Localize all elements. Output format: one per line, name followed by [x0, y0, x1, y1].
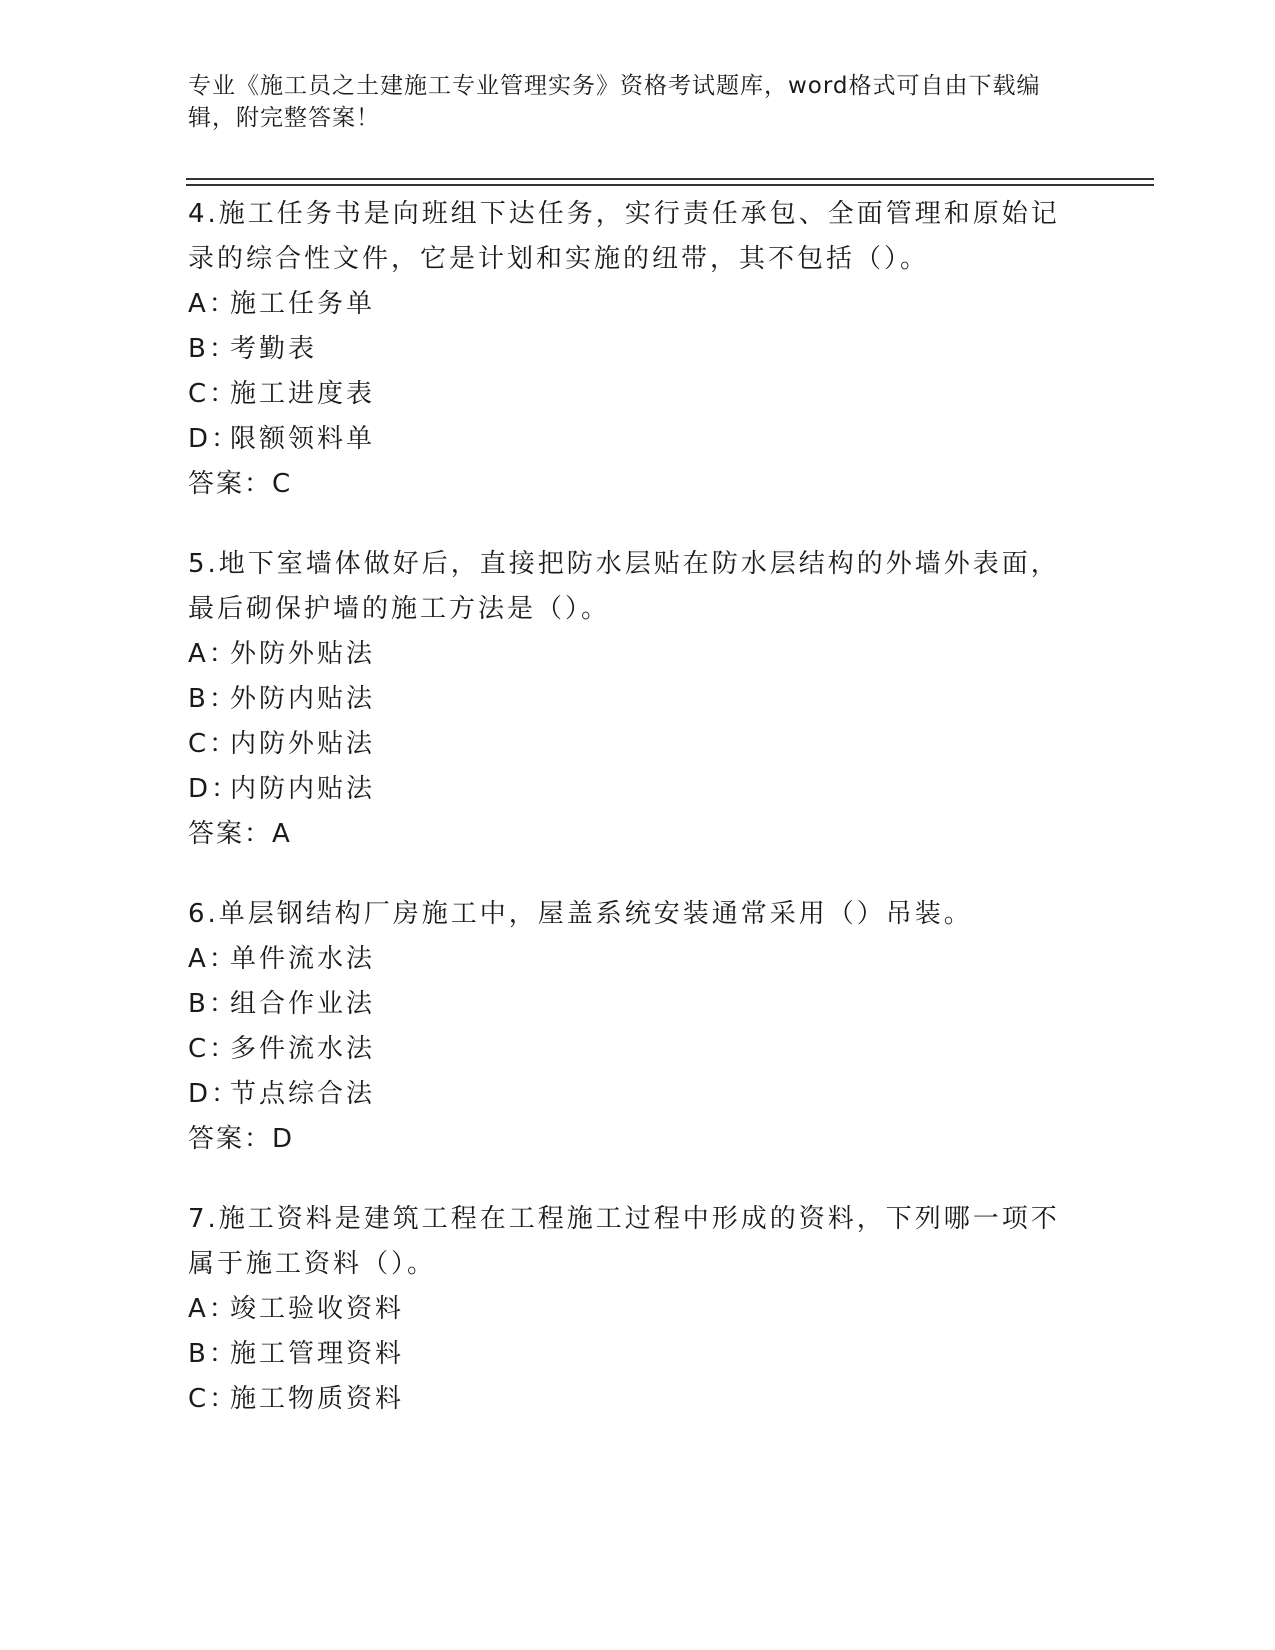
- option-text: 组合作业法: [230, 989, 376, 1019]
- option-letter: B：: [188, 334, 238, 364]
- question-text-line: 4.施工任务书是向班组下达任务，实行责任承包、全面管理和原始记: [188, 199, 1060, 229]
- option-c: [188, 1027, 1068, 1072]
- option-letter: A：: [188, 1294, 238, 1324]
- question-item: [188, 1197, 1068, 1422]
- option-a: [188, 282, 1068, 327]
- option-text: 内防外贴法: [230, 729, 376, 759]
- option-text: 多件流水法: [230, 1034, 376, 1064]
- question-text-line: 最后砌保护墙的施工方法是（）。: [188, 594, 611, 624]
- option-letter: C：: [188, 729, 239, 759]
- option-d: [188, 1072, 1068, 1117]
- option-text: 限额领料单: [230, 424, 376, 454]
- question-item: [188, 192, 1068, 507]
- question-text-line: 5.地下室墙体做好后，直接把防水层贴在防水层结构的外墙外表面，: [188, 549, 1060, 579]
- option-a: [188, 937, 1068, 982]
- option-letter: D：: [188, 1079, 241, 1109]
- header-line-1: 专业《施工员之土建施工专业管理实务》资格考试题库，word格式可自由下载编: [188, 73, 1041, 99]
- question-item: [188, 542, 1068, 857]
- option-letter: D：: [188, 424, 241, 454]
- option-letter: B：: [188, 1339, 238, 1369]
- option-letter: D：: [188, 774, 241, 804]
- option-text: 外防外贴法: [230, 639, 376, 669]
- question-item: [188, 892, 1068, 1162]
- option-text: 竣工验收资料: [230, 1294, 405, 1324]
- option-letter: C：: [188, 1384, 239, 1414]
- option-c: [188, 372, 1068, 417]
- question-text-line: 录的综合性文件，它是计划和实施的纽带，其不包括（）。: [188, 244, 930, 274]
- option-letter: C：: [188, 1034, 239, 1064]
- document-header: [188, 70, 1068, 134]
- option-text: 单件流水法: [230, 944, 376, 974]
- answer-line: 答案：D: [188, 1124, 295, 1154]
- option-b: [188, 677, 1068, 722]
- option-letter: B：: [188, 989, 238, 1019]
- option-text: 节点综合法: [230, 1079, 376, 1109]
- option-text: 施工任务单: [230, 289, 376, 319]
- option-c: [188, 1377, 1068, 1422]
- header-divider-bottom: [186, 184, 1154, 186]
- question-text-line: 7.施工资料是建筑工程在工程施工过程中形成的资料，下列哪一项不: [188, 1204, 1060, 1234]
- option-c: [188, 722, 1068, 767]
- question-text-line: 6.单层钢结构厂房施工中，屋盖系统安装通常采用（）吊装。: [188, 899, 973, 929]
- header-line-2: 辑，附完整答案！: [188, 105, 380, 131]
- option-text: 施工管理资料: [230, 1339, 405, 1369]
- option-b: [188, 327, 1068, 372]
- answer-line: 答案：C: [188, 469, 293, 499]
- option-b: [188, 1332, 1068, 1377]
- option-text: 外防内贴法: [230, 684, 376, 714]
- option-letter: A：: [188, 289, 238, 319]
- option-a: [188, 632, 1068, 677]
- question-list: [188, 192, 1068, 1457]
- question-text-line: 属于施工资料（）。: [188, 1249, 437, 1279]
- option-text: 考勤表: [230, 334, 318, 364]
- option-a: [188, 1287, 1068, 1332]
- option-text: 内防内贴法: [230, 774, 376, 804]
- option-b: [188, 982, 1068, 1027]
- option-letter: A：: [188, 639, 238, 669]
- option-letter: B：: [188, 684, 238, 714]
- header-divider-top: [186, 178, 1154, 180]
- option-text: 施工进度表: [230, 379, 376, 409]
- answer-line: 答案：A: [188, 819, 292, 849]
- option-d: [188, 767, 1068, 812]
- option-d: [188, 417, 1068, 462]
- option-letter: A：: [188, 944, 238, 974]
- option-text: 施工物质资料: [230, 1384, 405, 1414]
- option-letter: C：: [188, 379, 239, 409]
